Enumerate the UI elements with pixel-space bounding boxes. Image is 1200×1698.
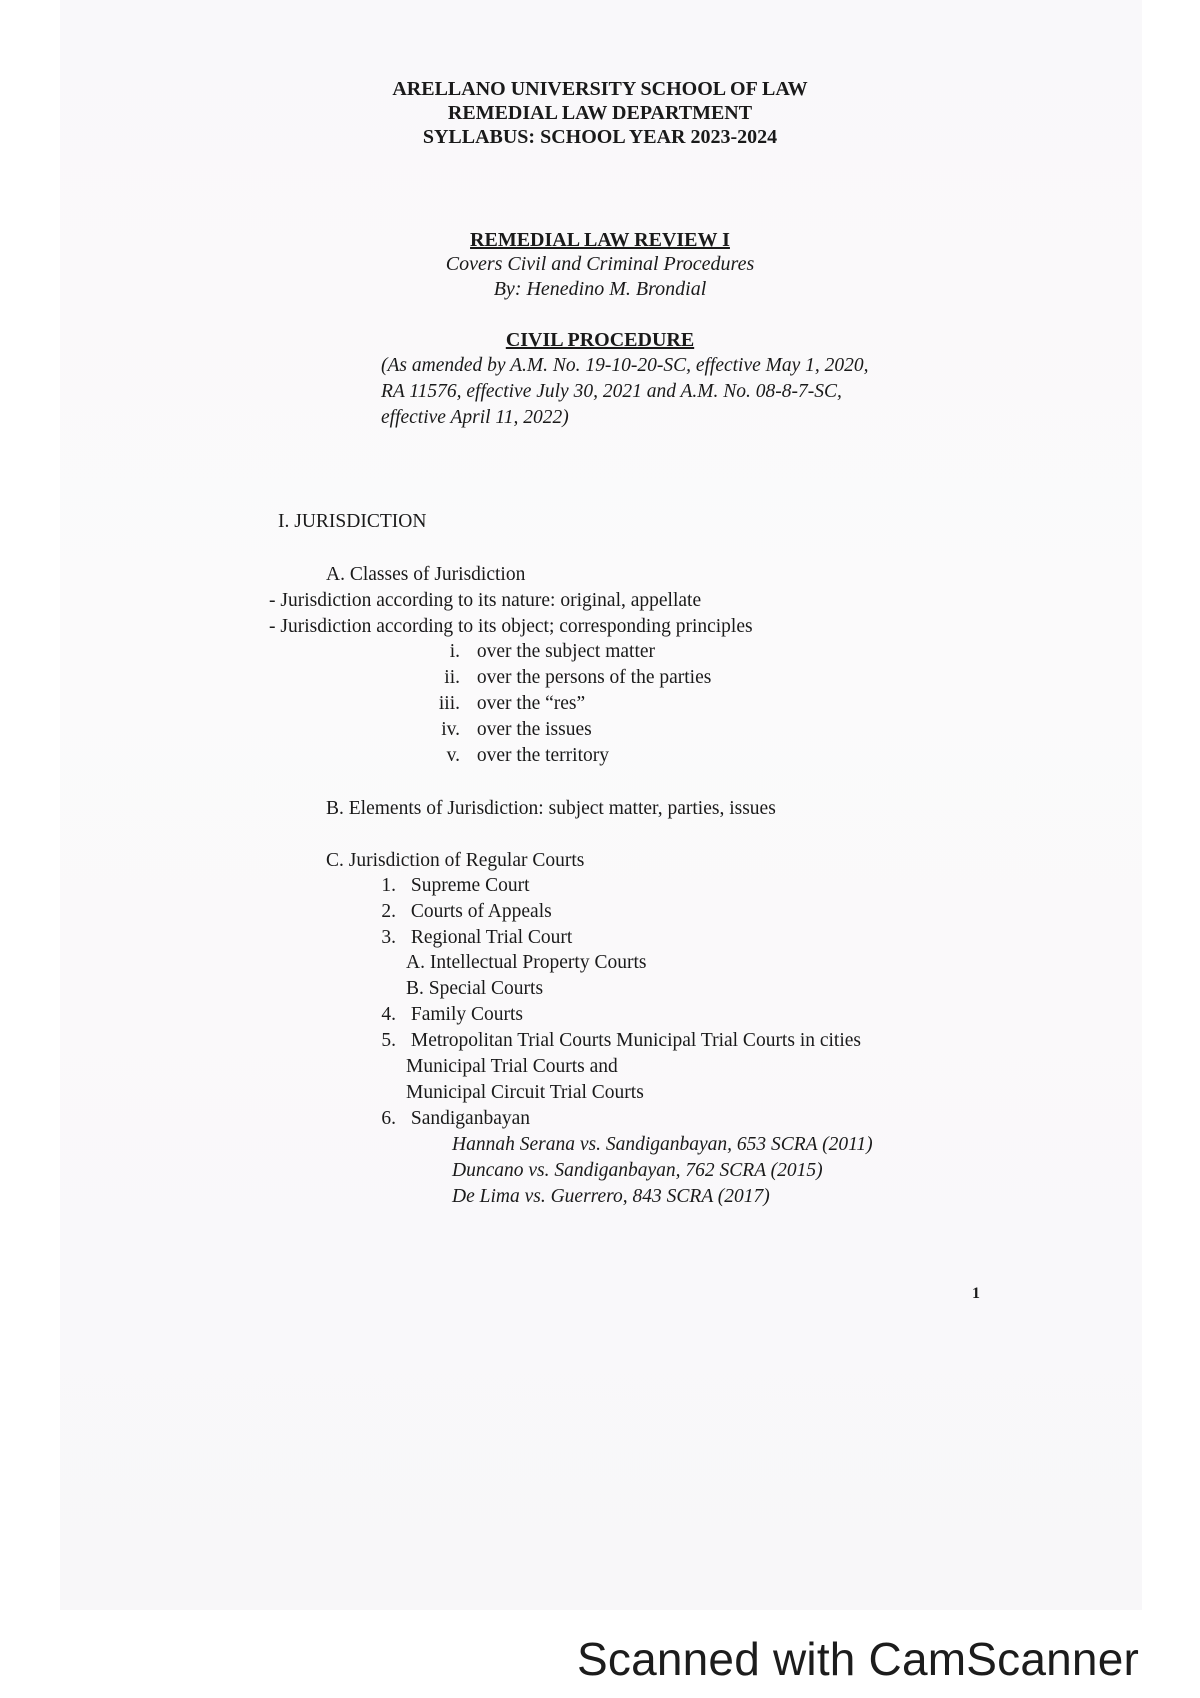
list-item-number: iii. xyxy=(438,693,460,714)
syllabus-year: SYLLABUS: SCHOOL YEAR 2023-2024 xyxy=(422,126,778,148)
court-number: 3. xyxy=(381,927,396,948)
court-name: Supreme Court xyxy=(410,875,530,896)
part-heading: I. JURISDICTION xyxy=(278,511,427,532)
subsection-a-heading: A. Classes of Jurisdiction xyxy=(326,564,526,585)
page-number: 1 xyxy=(972,1285,980,1302)
court-number: 5. xyxy=(381,1030,396,1051)
list-item-number: i. xyxy=(449,641,460,662)
object-line: - Jurisdiction according to its object; corresponding principles xyxy=(269,616,753,637)
case-citation: Hannah Serana vs. Sandiganbayan, 653 SCRA (2011) xyxy=(452,1134,873,1155)
subsection-b-heading: B. Elements of Jurisdiction: subject matter, parties, issues xyxy=(326,798,776,819)
list-item xyxy=(424,719,592,741)
court-subitem: A. Intellectual Property Courts xyxy=(406,952,647,973)
court-number: 1. xyxy=(381,875,396,896)
camscanner-watermark: Scanned with CamScanner xyxy=(577,1633,1140,1685)
court-item xyxy=(376,927,572,949)
court-item xyxy=(376,875,529,897)
list-item-text: over the issues xyxy=(476,719,592,740)
court-continuation: Municipal Trial Courts and xyxy=(406,1056,618,1077)
amendment-line-2: RA 11576, effective July 30, 2021 and A.M. No. 08-8-7-SC, xyxy=(381,381,842,402)
list-item xyxy=(424,693,585,715)
nature-line: - Jurisdiction according to its nature: original, appellate xyxy=(269,590,702,611)
court-number: 2. xyxy=(381,901,396,922)
court-name: Metropolitan Trial Courts Municipal Trial Courts in cities xyxy=(410,1030,862,1051)
court-name: Sandiganbayan xyxy=(410,1108,531,1129)
court-item xyxy=(376,901,552,923)
court-item xyxy=(376,1108,530,1130)
list-item-number: iv. xyxy=(441,719,460,740)
list-item-number: ii. xyxy=(444,667,460,688)
subsection-c-heading: C. Jurisdiction of Regular Courts xyxy=(326,850,585,871)
list-item xyxy=(424,641,655,663)
course-author: By: Henedino M. Brondial xyxy=(493,278,707,300)
list-item xyxy=(424,667,711,689)
course-coverage: Covers Civil and Criminal Procedures xyxy=(445,253,755,275)
amendment-line-1: (As amended by A.M. No. 19-10-20-SC, effective May 1, 2020, xyxy=(381,355,869,376)
list-item-text: over the subject matter xyxy=(476,641,656,662)
court-subitem: B. Special Courts xyxy=(406,978,544,999)
court-continuation: Municipal Circuit Trial Courts xyxy=(406,1082,644,1103)
court-name: Regional Trial Court xyxy=(410,927,573,948)
list-item-text: over the territory xyxy=(476,745,609,766)
case-citation: De Lima vs. Guerrero, 843 SCRA (2017) xyxy=(452,1186,770,1207)
court-item xyxy=(376,1030,861,1052)
list-item-number: v. xyxy=(446,745,460,766)
court-number: 6. xyxy=(381,1108,396,1129)
court-name: Courts of Appeals xyxy=(410,901,552,922)
amendment-line-3: effective April 11, 2022) xyxy=(381,407,569,428)
case-citation: Duncano vs. Sandiganbayan, 762 SCRA (2015) xyxy=(452,1160,823,1181)
list-item-text: over the “res” xyxy=(476,693,586,714)
court-name: Family Courts xyxy=(410,1004,524,1025)
court-item xyxy=(376,1004,523,1026)
university-title: ARELLANO UNIVERSITY SCHOOL OF LAW xyxy=(392,78,808,100)
department-title: REMEDIAL LAW DEPARTMENT xyxy=(447,102,753,124)
list-item-text: over the persons of the parties xyxy=(476,667,712,688)
section-title: CIVIL PROCEDURE xyxy=(505,329,695,351)
list-item xyxy=(424,745,609,767)
course-title: REMEDIAL LAW REVIEW I xyxy=(470,229,730,251)
court-number: 4. xyxy=(381,1004,396,1025)
